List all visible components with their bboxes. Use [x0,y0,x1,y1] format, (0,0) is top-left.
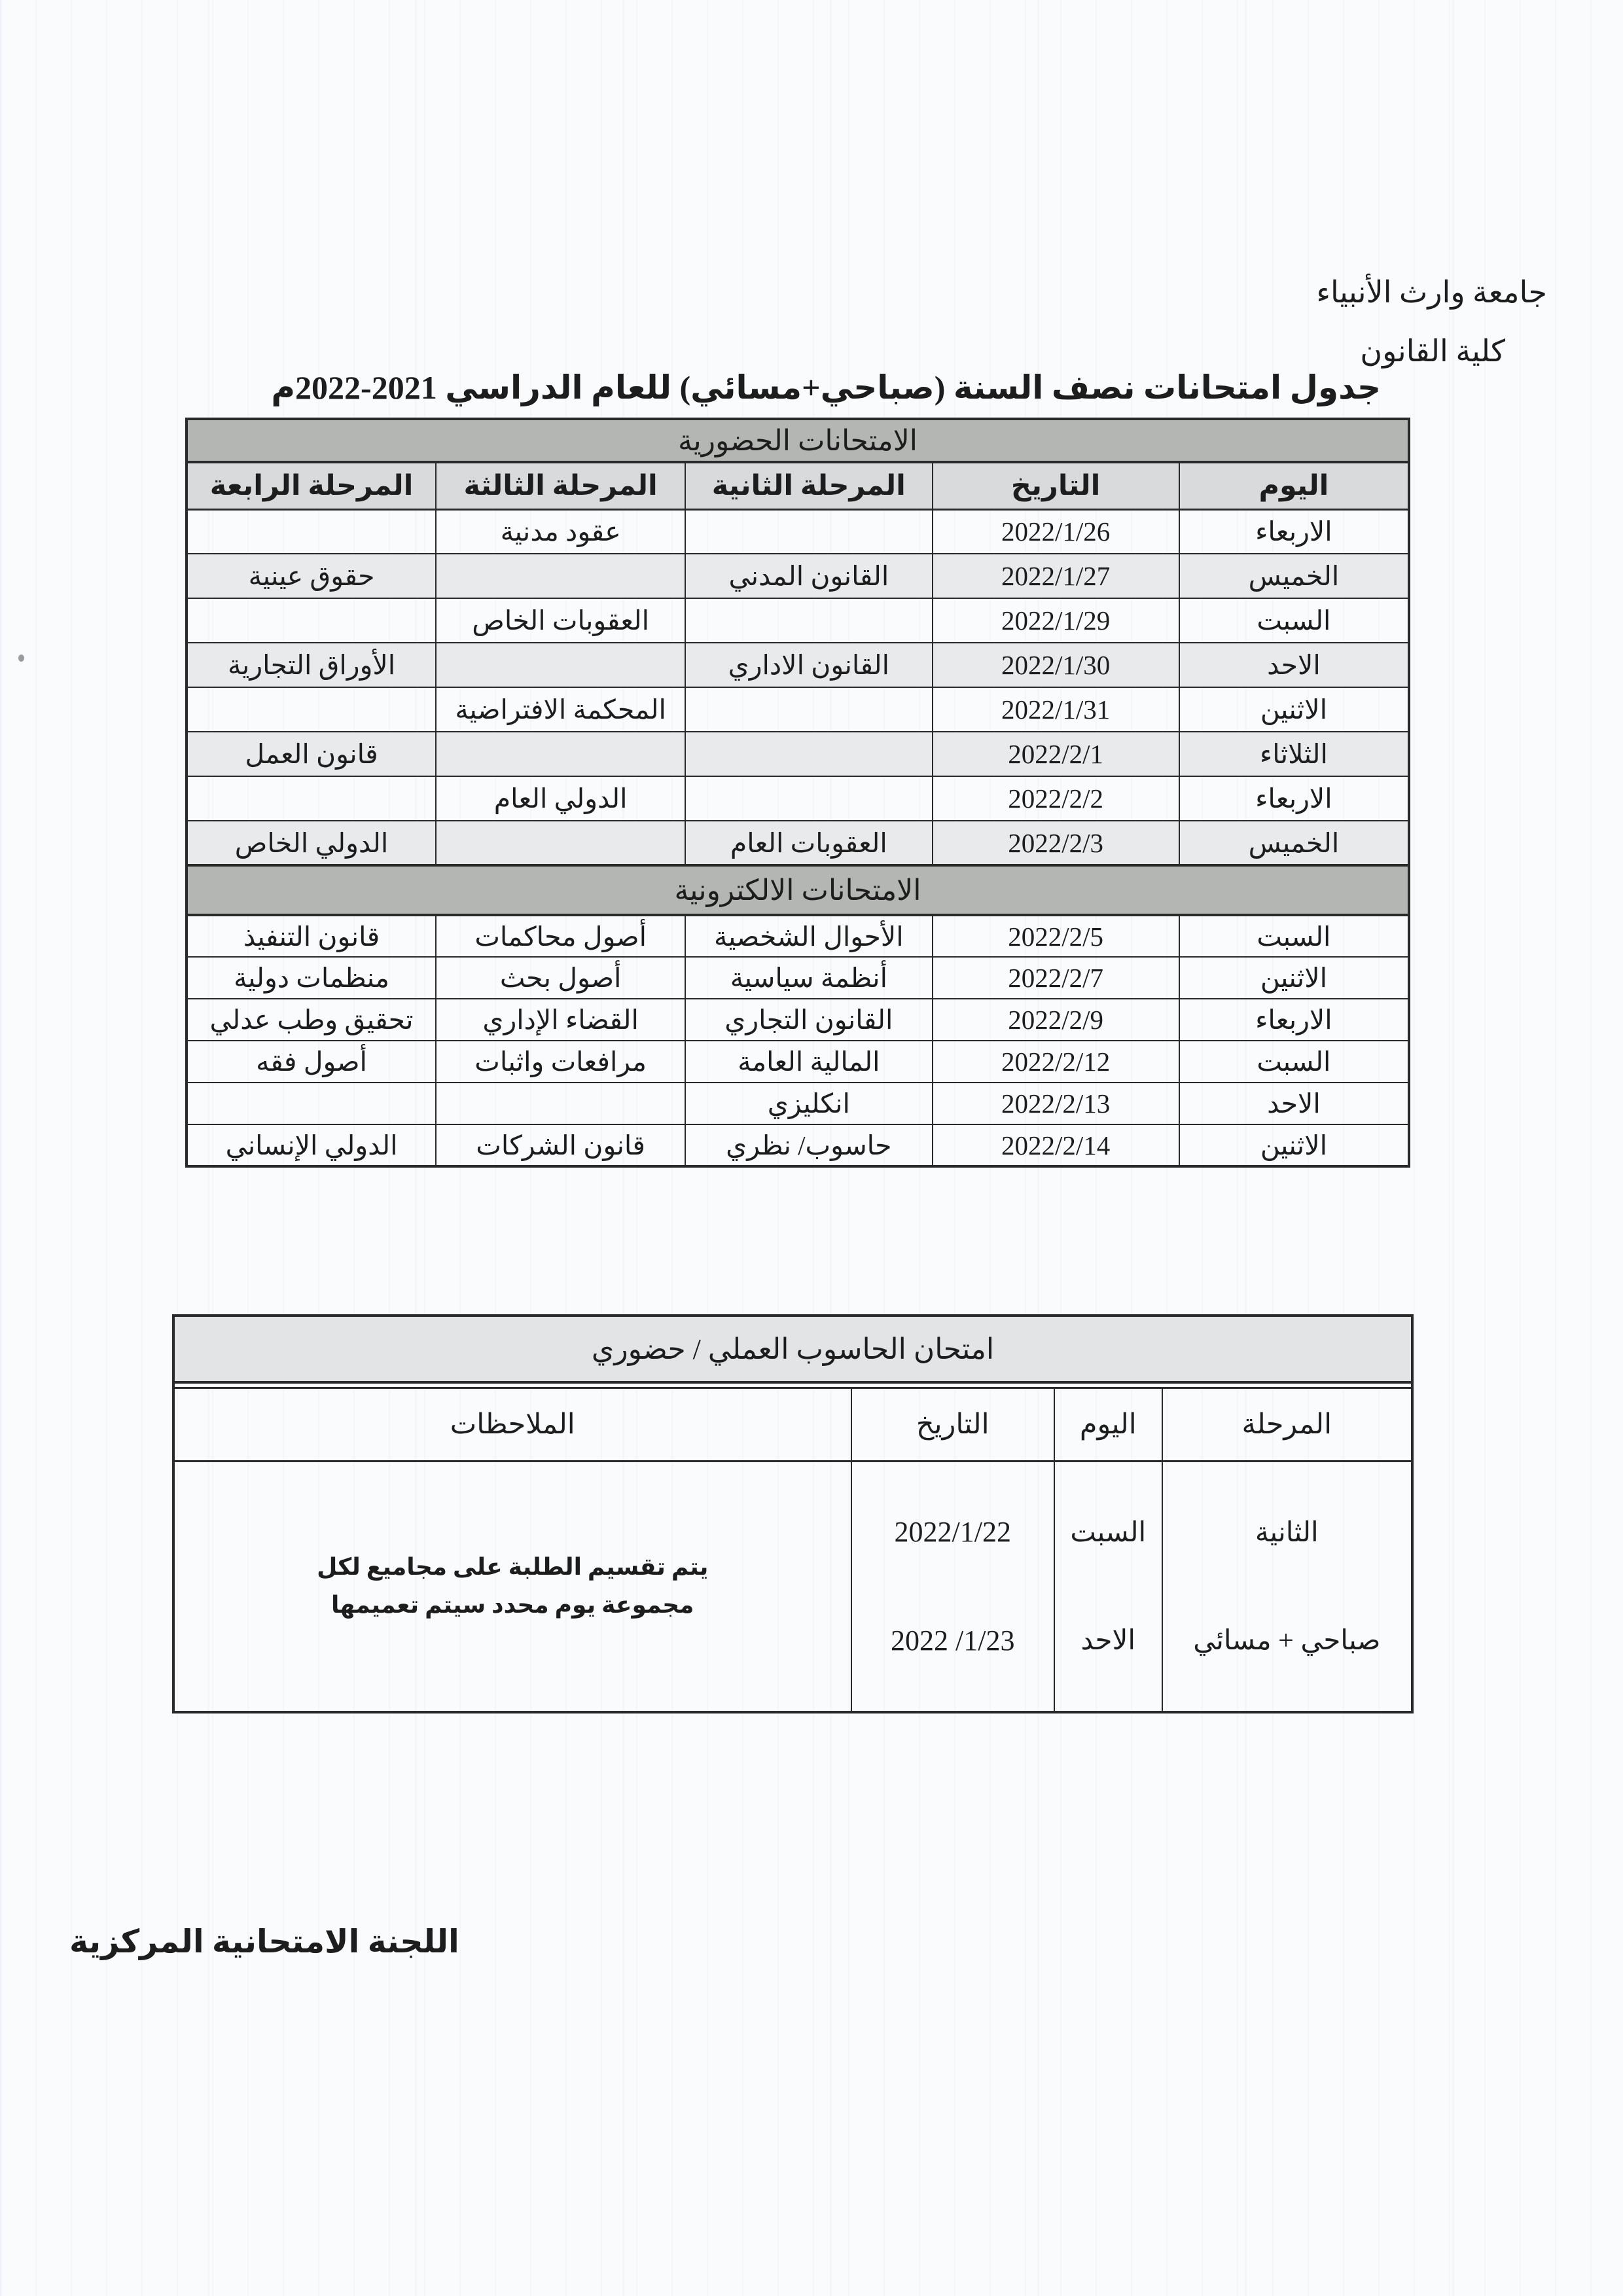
cell-date [851,1461,1054,1712]
table-row [187,999,1409,1041]
computer-exam-header-row [173,1388,1412,1461]
computer-exam-row [173,1461,1412,1712]
document-title: جدول امتحانات نصف السنة (صباحي+مسائي) للعام الدراسي 2021-2022م [271,369,1381,406]
day-1: السبت [1070,1518,1147,1549]
cell-stage4: قانون التنفيذ [187,915,436,957]
cell-stage4 [187,509,436,554]
col-header-stage4: المرحلة الرابعة [187,462,436,509]
table-row [187,643,1409,687]
cell-day [1054,1461,1162,1712]
section-band-electronic [187,865,1409,915]
scan-artifact-dot [18,655,24,662]
table-row [187,598,1409,643]
computer-exam-table [172,1314,1414,1713]
cell-stage4 [187,1083,436,1124]
cell-day: الاربعاء [1179,999,1409,1041]
table-header-row [187,462,1409,509]
cell-stage4 [187,598,436,643]
col-header-date: التاريخ [933,462,1179,509]
cell-day: الثلاثاء [1179,732,1409,776]
cell-stage2 [685,509,932,554]
col-header-notes: الملاحظات [173,1388,851,1461]
cell-stage3 [436,554,685,598]
stage-shift: صباحي + مسائي [1193,1626,1381,1657]
cell-day: الاثنين [1179,957,1409,999]
computer-exam-title: امتحان الحاسوب العملي / حضوري [173,1316,1412,1382]
cell-date: 2022/1/27 [933,554,1179,598]
cell-date: 2022/2/9 [933,999,1179,1041]
cell-date: 2022/1/31 [933,687,1179,732]
section-title-electronic: الامتحانات الالكترونية [187,865,1409,915]
cell-stage4: الدولي الخاص [187,821,436,865]
cell-date: 2022/2/3 [933,821,1179,865]
col-header-day: اليوم [1179,462,1409,509]
cell-stage4: الدولي الإنساني [187,1124,436,1166]
university-name: جامعة وارث الأنبياء [1316,276,1547,309]
col-header-stage3: المرحلة الثالثة [436,462,685,509]
cell-day: السبت [1179,1041,1409,1083]
cell-stage2: القانون المدني [685,554,932,598]
col-header-date: التاريخ [851,1388,1054,1461]
table-row [187,1083,1409,1124]
cell-stage [1162,1461,1412,1712]
cell-stage3: مرافعات واثبات [436,1041,685,1083]
cell-date: 2022/2/2 [933,776,1179,821]
cell-day: الاربعاء [1179,509,1409,554]
cell-stage3 [436,732,685,776]
computer-exam-band [173,1316,1412,1382]
cell-date: 2022/2/13 [933,1083,1179,1124]
table-row [187,1041,1409,1083]
table-row [187,1124,1409,1166]
cell-date: 2022/1/29 [933,598,1179,643]
section-title-in-person: الامتحانات الحضورية [187,419,1409,462]
cell-stage4: منظمات دولية [187,957,436,999]
cell-stage3 [436,643,685,687]
cell-day: الاثنين [1179,687,1409,732]
col-header-stage: المرحلة [1162,1388,1412,1461]
cell-stage3: قانون الشركات [436,1124,685,1166]
cell-stage2: أنظمة سياسية [685,957,932,999]
table-row [187,732,1409,776]
notes-text: يتم تقسيم الطلبة على مجاميع لكل مجموعة يوم محدد سيتم تعميمها [317,1554,709,1618]
cell-stage2: المالية العامة [685,1041,932,1083]
cell-stage2: العقوبات العام [685,821,932,865]
table-row [187,554,1409,598]
cell-stage3: القضاء الإداري [436,999,685,1041]
cell-date: 2022/2/1 [933,732,1179,776]
table-row [187,915,1409,957]
cell-stage3: المحكمة الافتراضية [436,687,685,732]
table-row [187,821,1409,865]
cell-stage2 [685,687,932,732]
table-row [187,687,1409,732]
cell-stage4: الأوراق التجارية [187,643,436,687]
electronic-rows [187,915,1409,1166]
cell-stage3: عقود مدنية [436,509,685,554]
cell-stage2 [685,732,932,776]
cell-stage2: انكليزي [685,1083,932,1124]
date-2: 2022 /1/23 [891,1624,1015,1657]
cell-stage3: الدولي العام [436,776,685,821]
cell-day: الخميس [1179,821,1409,865]
cell-day: الاحد [1179,643,1409,687]
cell-stage2 [685,598,932,643]
cell-stage4 [187,687,436,732]
cell-stage2 [685,776,932,821]
col-header-stage2: المرحلة الثانية [685,462,932,509]
cell-stage3: العقوبات الخاص [436,598,685,643]
cell-stage4: تحقيق وطب عدلي [187,999,436,1041]
cell-stage2: القانون التجاري [685,999,932,1041]
cell-stage4 [187,776,436,821]
cell-day: السبت [1179,598,1409,643]
cell-date: 2022/1/26 [933,509,1179,554]
college-name: كلية القانون [1360,334,1505,368]
table-row [187,957,1409,999]
cell-date: 2022/1/30 [933,643,1179,687]
stage-name: الثانية [1255,1518,1319,1549]
table-row [187,776,1409,821]
cell-date: 2022/2/5 [933,915,1179,957]
col-header-day: اليوم [1054,1388,1162,1461]
cell-day: السبت [1179,915,1409,957]
cell-date: 2022/2/7 [933,957,1179,999]
letterhead [1316,263,1547,380]
in-person-rows [187,509,1409,865]
section-band-in-person [187,419,1409,462]
double-rule-spacer [173,1382,1412,1388]
cell-date: 2022/2/12 [933,1041,1179,1083]
date-1: 2022/1/22 [894,1516,1011,1549]
cell-stage3 [436,821,685,865]
committee-signature: اللجنة الامتحانية المركزية [69,1924,459,1960]
cell-notes [173,1461,851,1712]
cell-stage3: أصول محاكمات [436,915,685,957]
cell-stage2: القانون الاداري [685,643,932,687]
table-row [187,509,1409,554]
cell-stage2: حاسوب/ نظري [685,1124,932,1166]
day-2: الاحد [1080,1626,1136,1657]
cell-stage4: قانون العمل [187,732,436,776]
cell-day: الاثنين [1179,1124,1409,1166]
exam-schedule-table [185,418,1410,1168]
cell-stage2: الأحوال الشخصية [685,915,932,957]
cell-day: الخميس [1179,554,1409,598]
cell-day: الاربعاء [1179,776,1409,821]
cell-stage4: حقوق عينية [187,554,436,598]
cell-date: 2022/2/14 [933,1124,1179,1166]
cell-day: الاحد [1179,1083,1409,1124]
cell-stage3: أصول بحث [436,957,685,999]
cell-stage3 [436,1083,685,1124]
cell-stage4: أصول فقه [187,1041,436,1083]
